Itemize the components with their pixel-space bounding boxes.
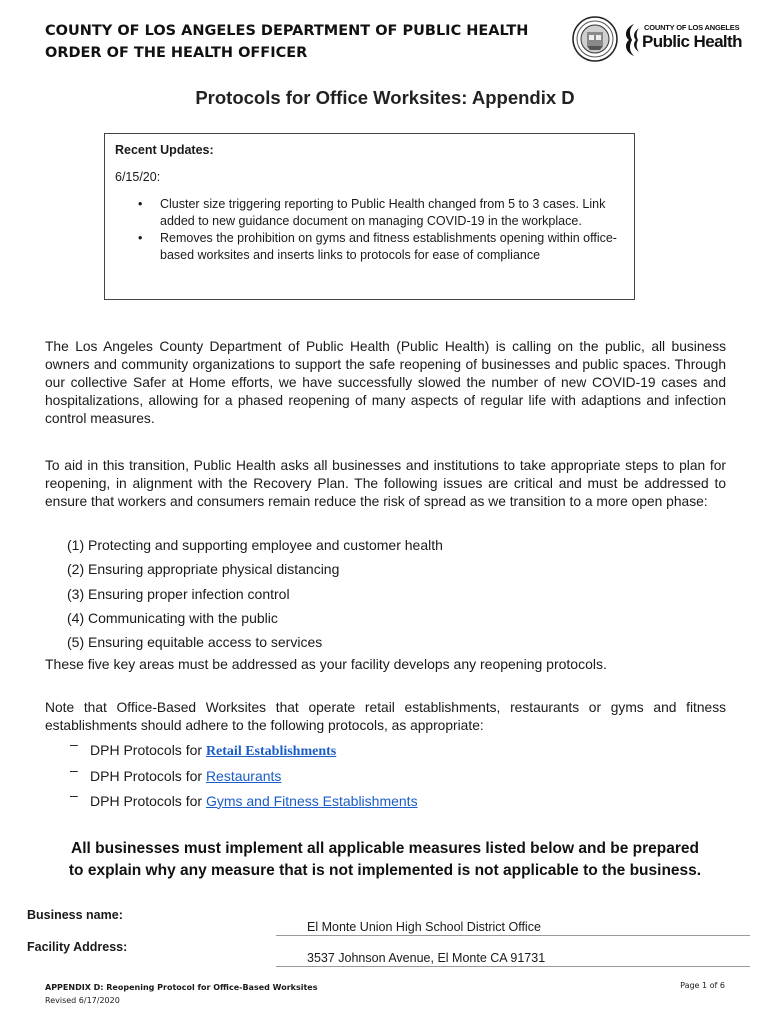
county-seal-icon [572,16,618,62]
recent-updates-box [104,133,635,300]
protocol-prefix: DPH Protocols for [90,742,206,758]
key-area-item: (5) Ensuring equitable access to services [67,634,323,651]
document-header [45,20,528,64]
key-areas-note: These five key areas must be addressed as your facility develops any reopening protocols. [45,656,607,672]
implementation-notice [0,838,770,882]
protocol-link-row [70,764,418,788]
key-area-item: (1) Protecting and supporting employee and customer health [67,537,443,553]
facility-address-label: Facility Address: [27,940,128,954]
updates-date: 6/15/20: [115,170,161,184]
logo-top-text: COUNTY OF LOS ANGELES [644,23,740,32]
gyms-fitness-link[interactable]: Gyms and Fitness Establishments [205,792,418,809]
protocol-link-row [70,738,418,764]
retail-establishments-link[interactable]: Retail Establishments [205,744,337,759]
logo-bottom-text: Public Health [642,32,742,51]
notice-line-2: to explain why any measure that is not implemented is not applicable to the business. [68,862,702,879]
key-areas-list [67,533,443,654]
public-health-logo [620,22,742,58]
restaurants-link[interactable]: Restaurants [205,768,282,785]
public-health-logo-mark-icon [620,22,642,58]
key-area-item: (4) Communicating with the public [67,609,278,626]
updates-heading: Recent Updates: [115,143,214,157]
notice-line-1: All businesses must implement all applicable measures listed below and be prepared [71,840,699,857]
update-item: • Cluster size triggering reporting to Public Health changed from 5 to 3 cases. Link added to new guidance document on managing COVID-19 in the workplace. [160,196,624,230]
page-number: Page 1 of 6 [680,981,725,990]
facility-address-underline [276,966,750,967]
intro-paragraph: The Los Angeles County Department of Public Health (Public Health) is calling on the public, all business owners and community organizations to support the safe reopening of businesses and public spaces. Through our collective Safer at Home efforts, we have successfully slowed the number of new COVID-19 cases and hospitalizations, allowing for a phased reopening of many aspects of regular life with adaptions and infection control measures. [45,339,726,426]
dash-bullet: – [70,786,78,803]
header-line-1: COUNTY OF LOS ANGELES DEPARTMENT OF PUBLIC HEALTH [45,23,529,39]
updates-list [115,196,624,264]
protocol-prefix: DPH Protocols for [90,768,206,785]
protocol-prefix: DPH Protocols for [90,792,206,809]
office-worksites-note: Note that Office-Based Worksites that operate retail establishments, restaurants or gyms and fitness establishments should adhere to the following protocols, as appropriate: [45,700,726,733]
dash-bullet: – [70,736,78,752]
footer-revised: Revised 6/17/2020 [45,996,120,1005]
facility-address-field[interactable]: 3537 Johnson Avenue, El Monte CA 91731 [307,951,546,965]
business-name-field[interactable]: El Monte Union High School District Office [307,920,541,934]
dash-bullet: – [70,762,78,779]
transition-paragraph: To aid in this transition, Public Health asks all businesses and institutions to take appropriate steps to plan for reopening, in alignment with the Recovery Plan. The following issues are critical and must be addressed to ensure that workers and consumers remain reduce the risk of spread as we transition to a more open phase: [45,458,726,509]
protocol-links-list [70,738,418,813]
business-name-label: Business name: [27,908,123,922]
key-area-item: (2) Ensuring appropriate physical distancing [67,561,340,578]
header-line-2: ORDER OF THE HEALTH OFFICER [45,45,308,61]
protocol-link-row [70,786,418,813]
key-area-item: (3) Ensuring proper infection control [67,585,290,602]
document-title: Protocols for Office Worksites: Appendix D [195,87,575,108]
footer [45,981,317,1007]
business-name-underline [276,935,750,936]
update-item: • Removes the prohibition on gyms and fitness establishments opening within office-based worksites and inserts links to protocols for ease of compliance [160,230,624,264]
footer-title: APPENDIX D: Reopening Protocol for Office-Based Worksites [45,983,318,992]
